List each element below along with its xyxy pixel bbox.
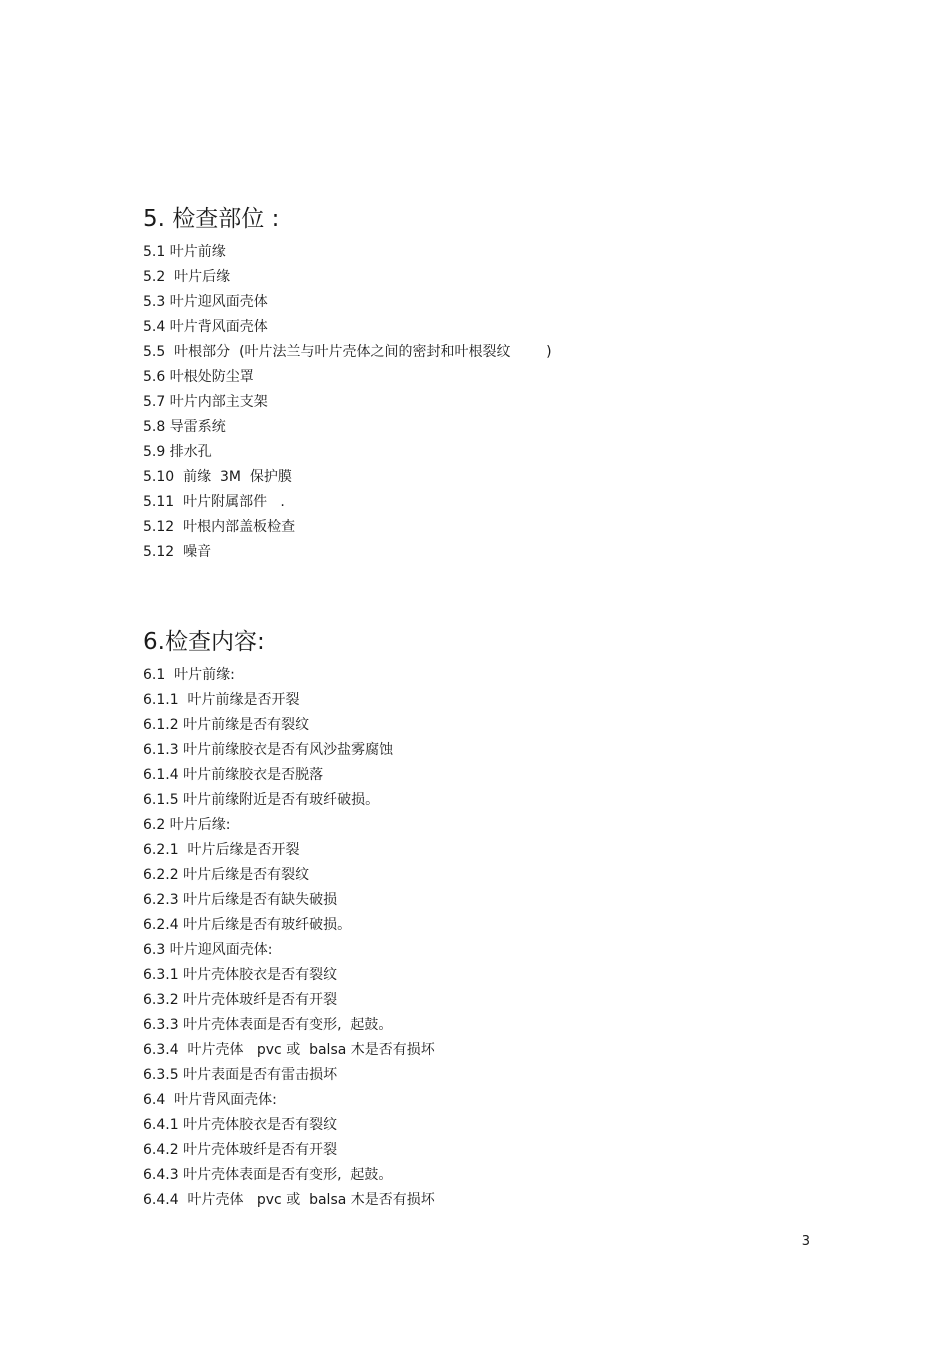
list-item: 5.8 导雷系统 [143, 419, 226, 435]
list-item: 6.1.1 叶片前缘是否开裂 [143, 692, 300, 708]
list-item: 5.9 排水孔 [143, 444, 212, 460]
list-item: 6.4 叶片背风面壳体: [143, 1092, 277, 1108]
list-item: 6.3.2 叶片壳体玻纤是否有开裂 [143, 992, 338, 1008]
inspection-contents-list [143, 663, 843, 1213]
list-item: 5.1 叶片前缘 [143, 244, 226, 260]
list-item: 6.1.2 叶片前缘是否有裂纹 [143, 717, 310, 733]
list-item: 5.11 叶片附属部件 . [143, 494, 285, 510]
list-item: 6.2.1 叶片后缘是否开裂 [143, 842, 300, 858]
list-item: 6.2.3 叶片后缘是否有缺失破损 [143, 892, 338, 908]
section-inspection-locations [143, 202, 843, 565]
list-item: 6.1.3 叶片前缘胶衣是否有风沙盐雾腐蚀 [143, 742, 394, 758]
section-inspection-contents [143, 625, 843, 1213]
list-item: 6.2.2 叶片后缘是否有裂纹 [143, 867, 310, 883]
list-item: 6.1.4 叶片前缘胶衣是否脱落 [143, 767, 324, 783]
list-item: 6.1.5 叶片前缘附近是否有玻纤破损。 [143, 792, 380, 808]
section-heading-inspection-locations: 5. 检查部位 : [143, 206, 280, 232]
section-heading-inspection-contents: 6.检查内容: [143, 629, 265, 655]
list-item: 5.3 叶片迎风面壳体 [143, 294, 268, 310]
list-item: 6.2.4 叶片后缘是否有玻纤破损。 [143, 917, 352, 933]
list-item: 6.3 叶片迎风面壳体: [143, 942, 273, 958]
list-item: 6.3.3 叶片壳体表面是否有变形, 起鼓。 [143, 1017, 393, 1033]
list-item: 5.10 前缘 3M 保护膜 [143, 469, 292, 485]
list-item: 6.4.3 叶片壳体表面是否有变形, 起鼓。 [143, 1167, 393, 1183]
list-item: 5.2 叶片后缘 [143, 269, 231, 285]
list-item: 5.4 叶片背风面壳体 [143, 319, 268, 335]
list-item: 6.4.1 叶片壳体胶衣是否有裂纹 [143, 1117, 338, 1133]
list-item: 5.12 叶根内部盖板检查 [143, 519, 296, 535]
list-item: 5.6 叶根处防尘罩 [143, 369, 254, 385]
list-item: 5.5 叶根部分 (叶片法兰与叶片壳体之间的密封和叶根裂纹 ) [143, 344, 552, 360]
list-item: 6.4.2 叶片壳体玻纤是否有开裂 [143, 1142, 338, 1158]
list-item: 5.7 叶片内部主支架 [143, 394, 268, 410]
page-number: 3 [801, 1234, 810, 1249]
list-item: 6.3.1 叶片壳体胶衣是否有裂纹 [143, 967, 338, 983]
list-item: 6.3.4 叶片壳体 pvc 或 balsa 木是否有损坏 [143, 1042, 435, 1058]
list-item: 5.12 噪音 [143, 544, 212, 560]
list-item: 6.1 叶片前缘: [143, 667, 235, 683]
list-item: 6.4.4 叶片壳体 pvc 或 balsa 木是否有损坏 [143, 1192, 435, 1208]
inspection-locations-list [143, 240, 843, 565]
list-item: 6.2 叶片后缘: [143, 817, 231, 833]
list-item: 6.3.5 叶片表面是否有雷击损坏 [143, 1067, 338, 1083]
